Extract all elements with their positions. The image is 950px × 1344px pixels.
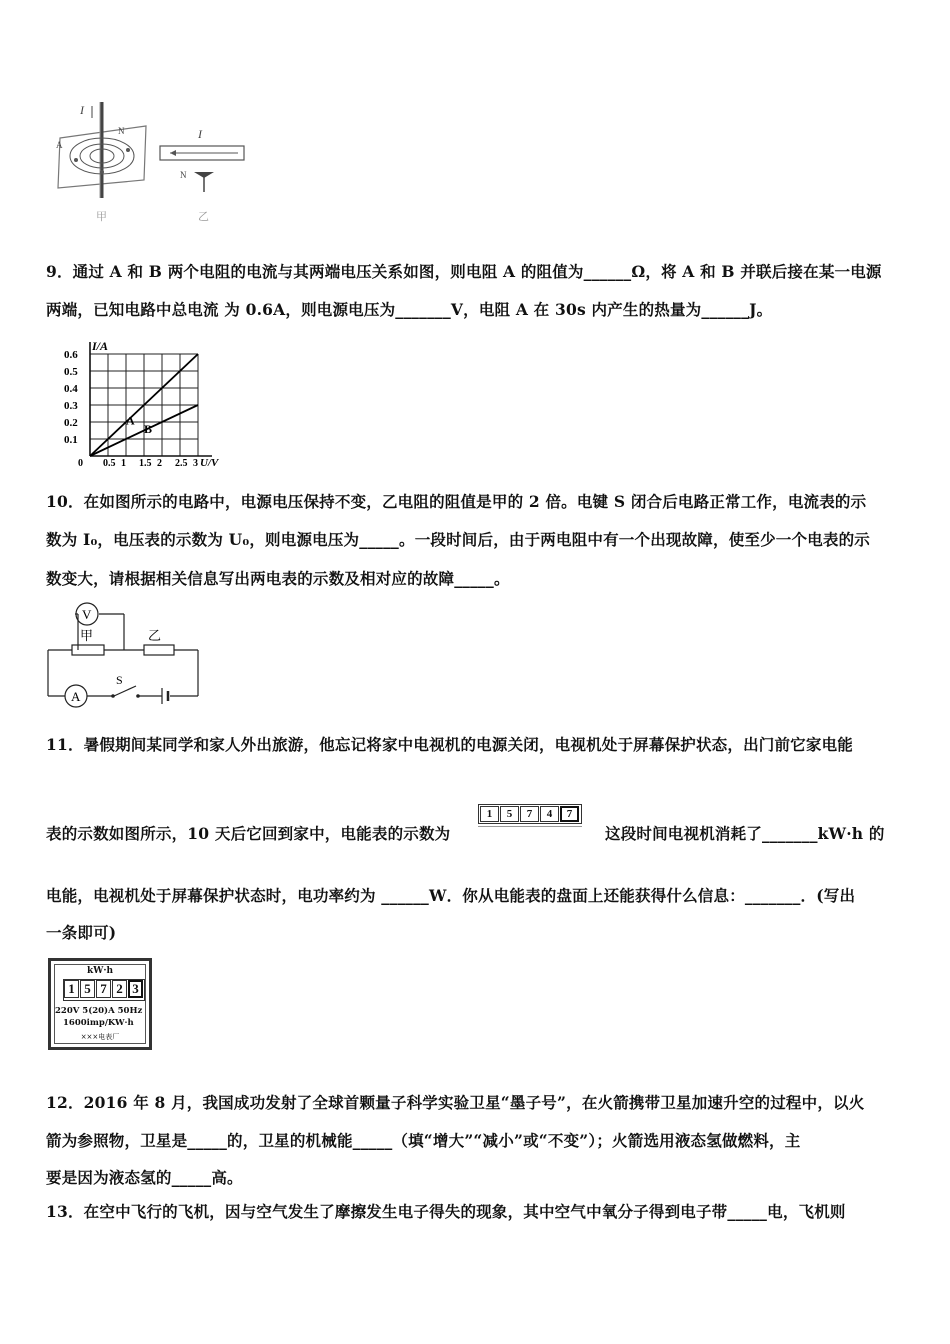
resistor-jia — [72, 645, 104, 655]
meter-spec-1: 220V 5(20)A 50Hz — [55, 1006, 143, 1016]
x-tick-label: 0.5 — [103, 458, 116, 469]
q12-line-3: 要是因为液态氢的_____高。 — [46, 1168, 243, 1187]
y-tick-label: 0.3 — [64, 400, 78, 412]
x-tick-label: 3 — [193, 458, 198, 469]
q11-line-2a: 表的示数如图所示，10 天后它回到家中，电能表的示数为 — [46, 824, 451, 843]
current-label-2: I — [198, 127, 202, 141]
x-axis-label: U/V — [200, 457, 219, 469]
q11-line-4: 一条即可) — [46, 923, 117, 942]
q10-line-1: 10．在如图所示的电路中，电源电压保持不变，乙电阻的阻值是甲的 2 倍。电键 S 闭合后电路正常工作，电流表的示 — [46, 492, 867, 511]
digit-cell: 7 — [520, 806, 539, 822]
q10-line-2: 数为 I₀，电压表的示数为 U₀，则电源电压为_____。一段时间后，由于两电阻中有一个出现故障，使至少一个电表的示 — [46, 530, 870, 549]
y-tick-label: 0.6 — [64, 349, 78, 361]
digit-cell: 4 — [540, 806, 559, 822]
jia-label: 甲 — [80, 628, 94, 643]
q9-line-1: 9．通过 A 和 B 两个电阻的电流与其两端电压关系如图，则电阻 A 的阻值为______Ω，将 A 和 B 并联后接在某一电源 — [46, 262, 882, 281]
meter-digits — [63, 979, 145, 1001]
x-tick-label: 1 — [121, 458, 126, 469]
meter-unit: kW·h — [86, 966, 114, 976]
ammeter-label: A — [71, 689, 81, 704]
q11-line-3: 电能，电视机处于屏幕保护状态时，电功率约为 ______W．你从电能表的盘面上还能获得什么信息：_______．(写出 — [46, 886, 856, 905]
meter-maker: ×××电表厂 — [80, 1033, 120, 1041]
magnetic-field-figure — [52, 98, 252, 226]
digit-cell: 5 — [500, 806, 519, 822]
q11-line-1: 11．暑假期间某同学和家人外出旅游，他忘记将家中电视机的电源关闭，电视机处于屏幕保护状态，出门前它家电能 — [46, 735, 853, 754]
north-label-2: N — [180, 170, 187, 180]
yi-label: 乙 — [148, 628, 162, 643]
caption-yi: 乙 — [198, 211, 209, 223]
switch-label: S — [116, 673, 123, 687]
iu-graph — [60, 338, 220, 470]
energy-meter — [48, 958, 152, 1050]
x-tick-label: 2 — [157, 458, 162, 469]
x-tick-label: 1.5 — [139, 458, 152, 469]
y-axis-label: I/A — [92, 339, 109, 353]
digit-cell: 7 — [96, 980, 111, 998]
y-tick-label: 0.5 — [64, 366, 78, 378]
digit-cell: 7 — [560, 806, 579, 822]
digit-cell: 1 — [480, 806, 499, 822]
a-point-label: A — [56, 140, 63, 150]
switch-s — [114, 686, 136, 696]
x-tick-label: 0 — [78, 458, 83, 469]
q10-line-3: 数变大，请根据相关信息写出两电表的示数及相对应的故障_____。 — [46, 569, 510, 588]
digit-cell: 1 — [64, 980, 79, 998]
current-label: I — [80, 103, 84, 117]
q11-line-2b: 这段时间电视机消耗了_______kW·h 的 — [605, 824, 885, 843]
q13-line-1: 13．在空中飞行的飞机，因与空气发生了摩擦发生电子得失的现象，其中空气中氧分子得到电子带_____电，飞机则 — [46, 1202, 846, 1221]
digit-cell: 3 — [128, 980, 143, 998]
caption-jia: 甲 — [96, 211, 107, 223]
reading-after-box — [478, 804, 582, 828]
meter-spec-2: 1600imp/KW·h — [63, 1018, 134, 1028]
q12-line-1: 12．2016 年 8 月，我国成功发射了全球首颗量子科学实验卫星“墨子号”，在火箭携带卫星加速升空的过程中，以火 — [46, 1093, 865, 1112]
y-tick-label: 0.4 — [64, 383, 78, 395]
series-label-a: A — [126, 413, 135, 428]
voltmeter-label: V — [82, 607, 92, 622]
digit-cell: 2 — [112, 980, 127, 998]
resistor-yi — [144, 645, 174, 655]
q9-line-2: 两端，已知电路中总电流 为 0.6A，则电源电压为_______V，电阻 A 在 30s 内产生的热量为______J。 — [46, 300, 773, 319]
series-label-b: B — [144, 421, 153, 436]
circuit-diagram — [44, 598, 204, 712]
digit-cell: 5 — [80, 980, 95, 998]
x-tick-label: 2.5 — [175, 458, 188, 469]
y-tick-label: 0.1 — [64, 434, 78, 446]
north-label: N — [118, 126, 125, 136]
y-tick-label: 0.2 — [64, 417, 78, 429]
q12-line-2: 箭为参照物，卫星是_____的，卫星的机械能_____（填“增大”“减小”或“不变”）；火箭选用液态氢做燃料，主 — [46, 1131, 801, 1150]
